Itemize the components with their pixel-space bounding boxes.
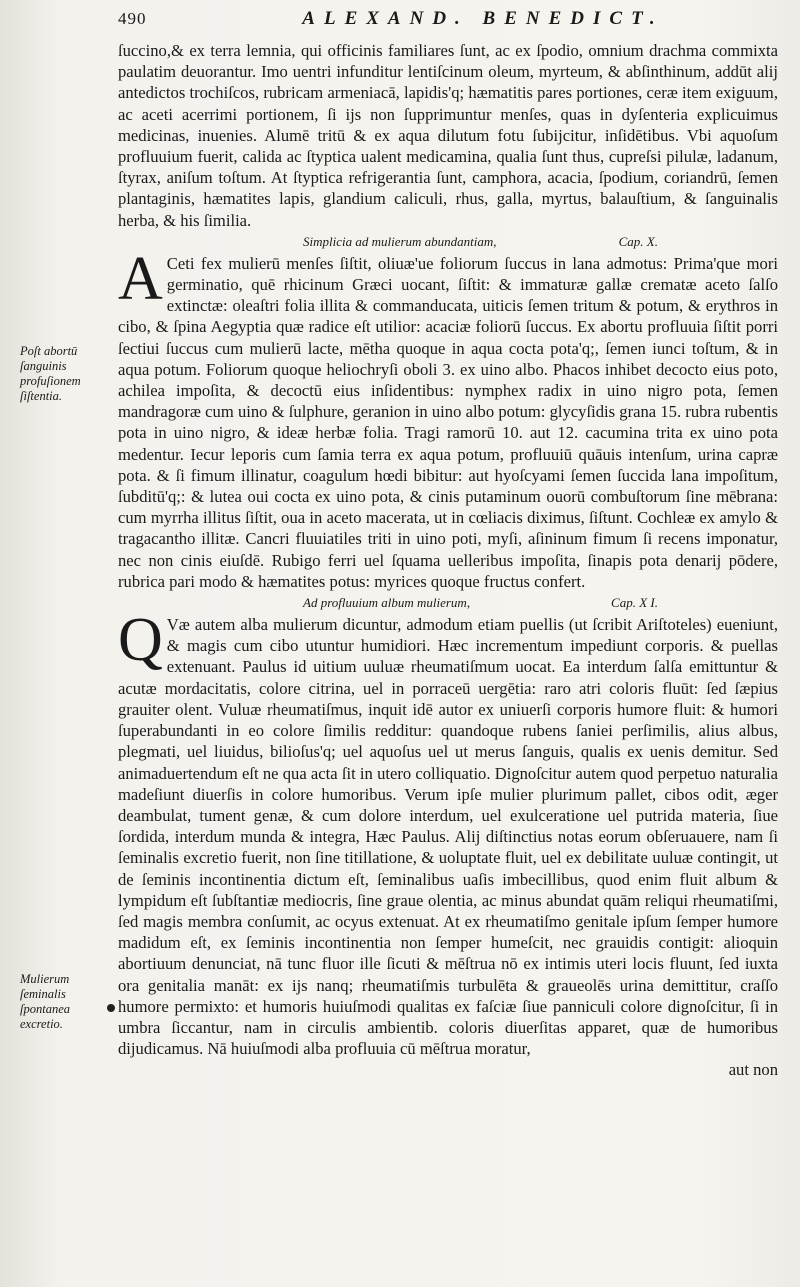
chapter-xi-title: Ad profluuium album mulierum, (303, 595, 471, 611)
main-text-column (118, 40, 778, 1081)
running-head (118, 8, 778, 36)
page-number: 490 (118, 9, 147, 28)
chapter-x-number: Cap. X. (618, 233, 658, 249)
margin-note-abortion: Poſt abortū ſanguinis profuſionem ſiſtentia. (20, 344, 81, 403)
chapter-xi-text: Væ autem alba mulierum dicuntur, admodum etiam puellis (ut ſcribit Ariſtoteles) eueniunt, & magis cum cibo utuntur humidiori. Hæc incrementum impediunt corporis. & puellas extenuant. Paulus id uitium uuluæ rheumatiſmum uocat. Ea interdum ſalſa emittuntur & acutæ mordacitatis, colore citrina, uel in porraceū uergētia: raro atri coloris fluūt: ſed ſæpius grauiter olent. Vuluæ rheumatiſmus, inquit idē autor ex uniuerſi corporis humore fluit: & humori ſuperabundanti in eo colore ſimilis redditur: quandoque rubens ſaniei perſimilis, alius albus, plegmati, uel liuidus, bilioſus'q; uel aquoſus uel ut merus ſanguis, qualis ex uenis demitur. Sed animaduertendum eſt ne qua acta ſit in utero colliquatio. Dignoſcitur autem quod perpetuo naturalia madeſiunt diuerſis in colore humoribus. Verum ipſe mulier plurimum pallet, cibos odit, æger deambulat, tument genæ, & cum dolore interdum, uel exulceratione uel putrida materia, ſiue ſordida, interdum munda & integra, Hæc Paulus. Alij diſtinctius notas eorum obſeruauere, nam ſi ſeminalis excretio fuerit, non ſine titillatione, & uoluptate fluit, uel ex debilitate uuluæ contingit, ut de ſeminis incontinentia dictum eſt, ſeminalibus uaſis imbecillibus, quod enim fluit album & lympidum eſt ſubſtantiæ mediocris, ſine graue olentia, ac minus abundat quām reliqui rheumatiſmi, ſed magis membra conſumit, ac ocyus extenuat. At ex rheumatiſmo genitale ipſum ſemper humore madidum eſt, ex ſeminis incontinentia non ſemper humeſcit, nec grauidis contigit: alioquin abortiuum denunciat, nā tunc fluor ille ſicuti & mēſtrua nō ex intimis uteri locis fluunt, ſed iuxta ora genitalia manāt: ex ijs nanq; rheumatiſmis turbulēta & graueolēs urina demittitur, craſſo humore permixto: et humoris huiuſmodi qualitas ex faſciæ ſiue panniculi colore dignoſcitur, ſi in umbra ſiccantur, nam in circulis ambientib. coloris diuerſitas apparet, quæ de humoribus dijudicamus. Nā huiuſmodi alba profluuia cū mēſtrua moratur, (118, 615, 778, 1059)
chapter-x-title: Simplicia ad mulierum abundantiam, (303, 233, 497, 249)
chapter-xi-paragraph (118, 606, 778, 1059)
margin-bullet-mark (107, 1004, 115, 1012)
intro-paragraph: ſuccino,& ex terra lemnia, qui officinis familiares ſunt, ac ex ſpodio, omnium drachma commixta paulatim deuorantur. Imo uentri infunditur lentiſcinum oleum, myrteum, & abſinthinum, addūt alij antedictos trochiſcos, rubricam armeniacā, lapidis'q; hæmatitis pares portiones, ceræ item exiguum, ac aceti acerrimi portionem, ſi ijs non ſupprimuntur menſes, quas in dyſenteria explicuimus medicinas, inuenies. Alumē tritū & ex aqua dilutum fotu ſubijcitur, inſidētibus. Vbi aquoſum profluuium fuerit, calida ac ſtyptica ualent medicamina, qualia ſunt thus, cupreſsi pilulæ, ladanum, ſtyrax, aniſum toſtum. At ſtyptica refrigerantia ſunt, camphora, acacia, ſpodium, coriandrū, ſemen plantaginis, hæmatites lapis, glandium caliculi, rhus, galla, myrtus, balauſtium, & ſanguinalis herba, & his ſimilia. (118, 41, 778, 230)
chapter-x-text: Ceti fex mulierū menſes ſiſtit, oliuæ'ue foliorum ſuccus in lana admotus: Prima'que mori germinatio, quē rhicinum Græci uocant, ſiſtit: & immaturæ gallæ crematæ aceto ſalſo extinctæ: oleaſtri folia illita & commanducata, uiticis ſemen tritum & potum, & erythros in cibo, & ſpina Aegyptia quæ radice eſt utilior: acaciæ foliorū ſuccus. Ex abortu profluuia ſiſtit porri ſectiui ſuccus cum mulierū lacte, mētha quoque in aqua cocta pota'q;, ſemen iunci toſtum, & in aqua potum. Foliorum quoque heliochryſi oboli 3. ex uino albo. Phacos inhibet decocto eius poto, achilea impoſita, & decoctū eius inſidentibus: nymphex radix in uino nigro pota, ſemen mandragoræ cum uino & ſulphure, geranion in uino albo potum: glycyſidis grana 15. rubra rubentis pota in uino nigro, & ideæ herbæ folia. Tragi ramorū 10. aut 12. cacumina trita ex uino pota medentur. Iecur leporis cum ſamia terra ex aqua potum, profluuiū quāuis intenſum, urina capræ pota. & ſi fimum illinatur, coagulum hœdi bibitur: aut hyoſcyami ſemen ſuccida lana impoſitum, ſubditū'q;: & lutea oui cocta ex uino pota, & cinis putaminum ouorū combuſtorum ſine mēbrana: cum myrrha illitus ſiſtit, oua in aceto macerata, ut in cœliacis diximus, ſiſtunt. Cochleæ ex amylo & tragacantho illitæ. Cancri fluuiatiles triti in uino poti, myſi, aſininum fimum ſi recens imponatur, nec non cinis eiuſdē. Rubigo ferri uel ſquama uelleribus impoſita, ſinapis pota denarij pōdere, rubrica pari modo & hæmatites potus: myrices quoque fructus confert. (118, 253, 778, 591)
chapter-x-dropcap: A (118, 244, 163, 313)
chapter-xi-dropcap: Q (118, 606, 163, 675)
margin-note-seminal: Mulierum ſeminalis ſpontanea excretio. (20, 972, 70, 1031)
chapter-x-heading (118, 231, 778, 253)
running-title: ALEXAND. BENEDICT. (302, 8, 664, 29)
catchword: aut non (728, 1060, 778, 1080)
chapter-xi-heading (118, 592, 778, 614)
chapter-x-paragraph (118, 244, 778, 592)
chapter-xi-number: Cap. X I. (611, 595, 658, 611)
